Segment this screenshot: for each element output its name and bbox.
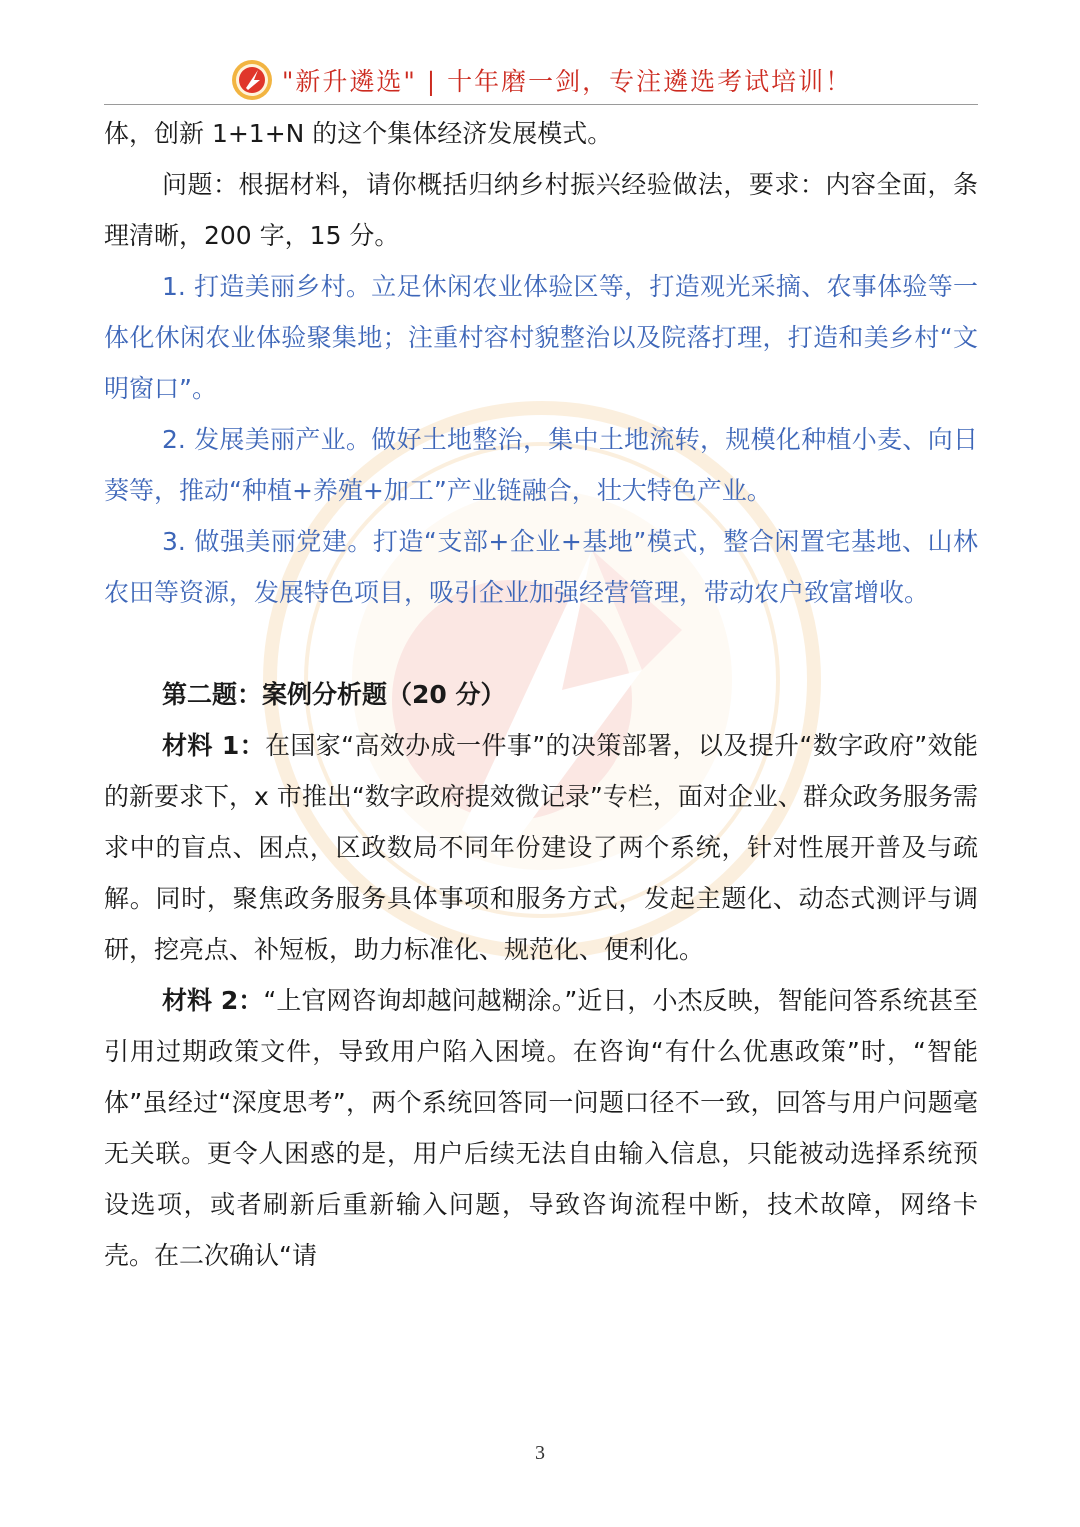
answer-item-1: 1. 打造美丽乡村。立足休闲农业体验区等，打造观光采摘、农事体验等一体化休闲农业体验聚集地；注重村容村貌整治以及院落打理，打造和美乡村“文明窗口”。 xyxy=(104,272,978,403)
seal-logo-icon xyxy=(230,58,274,102)
question-paragraph: 问题：根据材料，请你概括归纳乡村振兴经验做法，要求：内容全面，条理清晰，200 字，15 分。 xyxy=(104,170,978,250)
material-2-label: 材料 2： xyxy=(162,986,264,1015)
page-header xyxy=(104,56,978,105)
material-1-paragraph xyxy=(104,720,978,975)
material-2-paragraph xyxy=(104,975,978,1281)
material-1-label: 材料 1： xyxy=(162,731,266,760)
header-title: "新升遴选" | 十年磨一剑，专注遴选考试培训！ xyxy=(281,67,853,96)
answer-item-3: 3. 做强美丽党建。打造“支部+企业+基地”模式，整合闲置宅基地、山林农田等资源，发展特色项目，吸引企业加强经营管理，带动农户致富增收。 xyxy=(104,527,978,607)
material-2-text: “上官网咨询却越问越糊涂。”近日，小杰反映，智能问答系统甚至引用过期政策文件，导致用户陷入困境。在咨询“有什么优惠政策”时，“智能体”虽经过“深度思考”，两个系统回答同一问题口径不一致，回答与用户问题毫无关联。更令人困惑的是，用户后续无法自由输入信息，只能被动选择系统预设选项，或者刷新后重新输入问题，导致咨询流程中断，技术故障，网络卡壳。在二次确认“请 xyxy=(104,986,979,1270)
document-body xyxy=(104,108,978,1281)
material-1-text: 在国家“高效办成一件事”的决策部署，以及提升“数字政府”效能的新要求下，x 市推出“数字政府提效微记录”专栏，面对企业、群众政务服务需求中的盲点、困点，区政数局不同年份建设了两个系统，针对性展开普及与疏解。同时，聚焦政务服务具体事项和服务方式，发起主题化、动态式测评与调研，挖亮点、补短板，助力标准化、规范化、便利化。 xyxy=(104,731,978,964)
answer-item-2: 2. 发展美丽产业。做好土地整治，集中土地流转，规模化种植小麦、向日葵等，推动“种植+养殖+加工”产业链融合，壮大特色产业。 xyxy=(104,425,978,505)
section-title: 第二题：案例分析题（20 分） xyxy=(162,680,506,709)
section-gap xyxy=(104,618,978,669)
intro-paragraph: 体，创新 1+1+N 的这个集体经济发展模式。 xyxy=(104,119,613,148)
page-number: 3 xyxy=(535,1442,545,1464)
